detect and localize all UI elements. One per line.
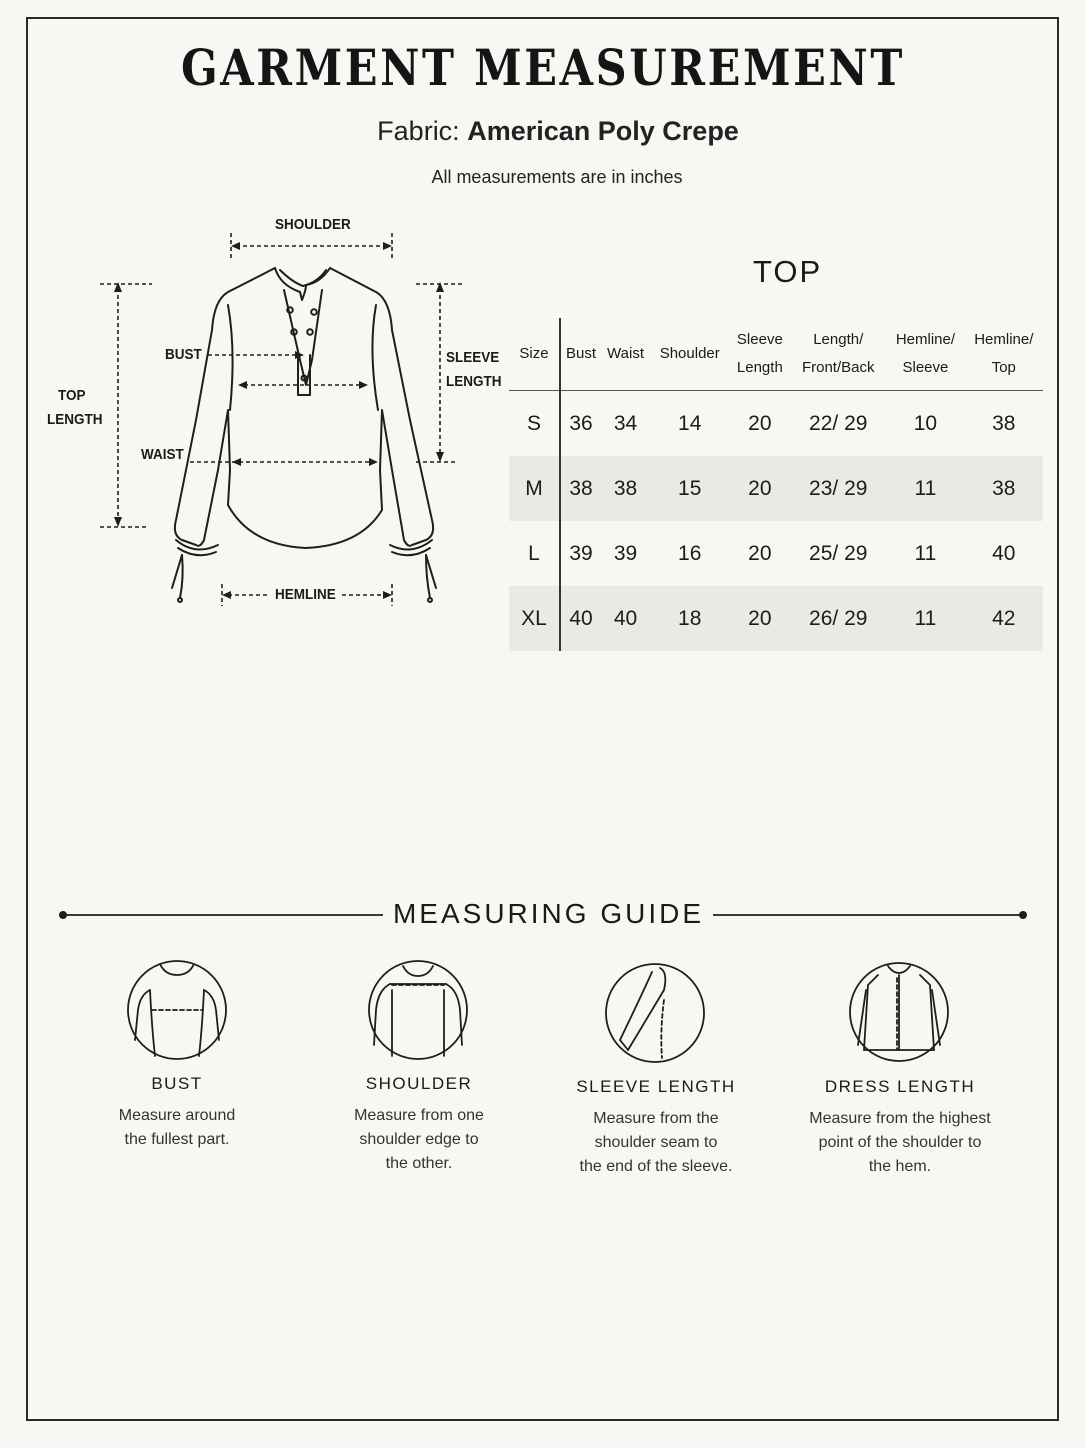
cell-length-front-back: 26/ 29 [790,586,886,651]
cell-bust: 40 [560,586,601,651]
header-sleeve-length: Sleeve Length [729,318,790,391]
cell-hemline-top: 42 [965,586,1043,651]
fabric-label: Fabric: [377,116,460,146]
cell-waist: 38 [601,456,650,521]
cell-size: L [509,521,560,586]
header-hemline-sleeve: Hemline/ Sleeve [886,318,964,391]
cell-shoulder: 16 [678,541,702,565]
cell-waist: 34 [613,411,638,435]
cell-sleeve-length: 20 [729,586,790,651]
cell-length-front-back: 22/ 29 [809,411,868,435]
header-hemline-top: Hemline/ Top [965,318,1043,391]
guide-item-desc: Measure around the fullest part. [118,1107,236,1148]
cell-size: S [509,391,560,457]
guide-item-dress-length [790,1077,1010,1179]
cell-size: XL [509,586,560,651]
guide-item-name: SLEEVE LENGTH [576,1077,736,1096]
cell-hemline-top: 40 [992,541,1016,565]
cell-shoulder: 14 [678,411,702,435]
cell-hemline-sleeve: 11 [886,456,964,521]
cell-hemline-sleeve: 10 [913,411,938,435]
shoulder-icon [369,961,467,1059]
cell-bust: 36 [569,411,593,435]
guide-item-name: SHOULDER [365,1074,473,1093]
units-note: All measurements are in inches [431,167,683,187]
header-waist: Waist [601,318,650,391]
header-length-front-back: Length/ Front/Back [790,318,886,391]
cell-length-front-back: 23/ 29 [790,456,886,521]
header-bust: Bust [560,318,601,391]
guide-title: MEASURING GUIDE [392,898,705,929]
cell-shoulder: 18 [650,586,730,651]
cell-waist: 39 [613,541,638,565]
guide-item-bust [67,1074,287,1152]
top-length-label-line2: LENGTH [47,411,103,428]
cell-sleeve-length: 20 [748,411,772,435]
cell-sleeve-length: 20 [729,456,790,521]
bust-label: BUST [165,346,202,363]
hemline-label: HEMLINE [275,586,336,603]
cell-shoulder: 15 [650,456,730,521]
cell-bust: 38 [560,456,601,521]
cell-sleeve-length: 20 [748,541,772,565]
cell-bust: 39 [569,541,593,565]
guide-item-name: BUST [151,1074,203,1093]
cell-hemline-top: 38 [965,456,1043,521]
table-title: TOP [753,254,823,289]
sleeve-length-label-line2: LENGTH [446,373,502,390]
dress-length-icon [850,963,948,1061]
bust-icon [128,961,226,1059]
sleeve-icon [606,964,704,1062]
page-title: GARMENT MEASUREMENT [181,38,905,97]
guide-item-sleeve-length [546,1077,766,1179]
guide-item-shoulder [309,1074,529,1176]
cell-waist: 40 [601,586,650,651]
cell-size: M [509,456,560,521]
cell-hemline-sleeve: 11 [914,541,937,565]
fabric-value: American Poly Crepe [467,116,739,146]
top-length-label-line1: TOP [58,387,86,404]
guide-item-desc: Measure from one shoulder edge to the other. [354,1107,484,1172]
guide-item-desc: Measure from the highest point of the shoulder to the hem. [809,1110,991,1175]
header-shoulder: Shoulder [650,318,730,391]
guide-item-desc: Measure from the shoulder seam to the end of the sleeve. [579,1110,733,1175]
sleeve-length-label-line1: SLEEVE [446,349,500,366]
cell-hemline-top: 38 [992,411,1016,435]
waist-label: WAIST [141,446,184,463]
cell-length-front-back: 25/ 29 [809,541,868,565]
shoulder-label: SHOULDER [275,216,351,233]
header-size: Size [509,318,560,391]
guide-item-name: DRESS LENGTH [824,1077,976,1096]
cell-hemline-sleeve: 11 [886,586,964,651]
